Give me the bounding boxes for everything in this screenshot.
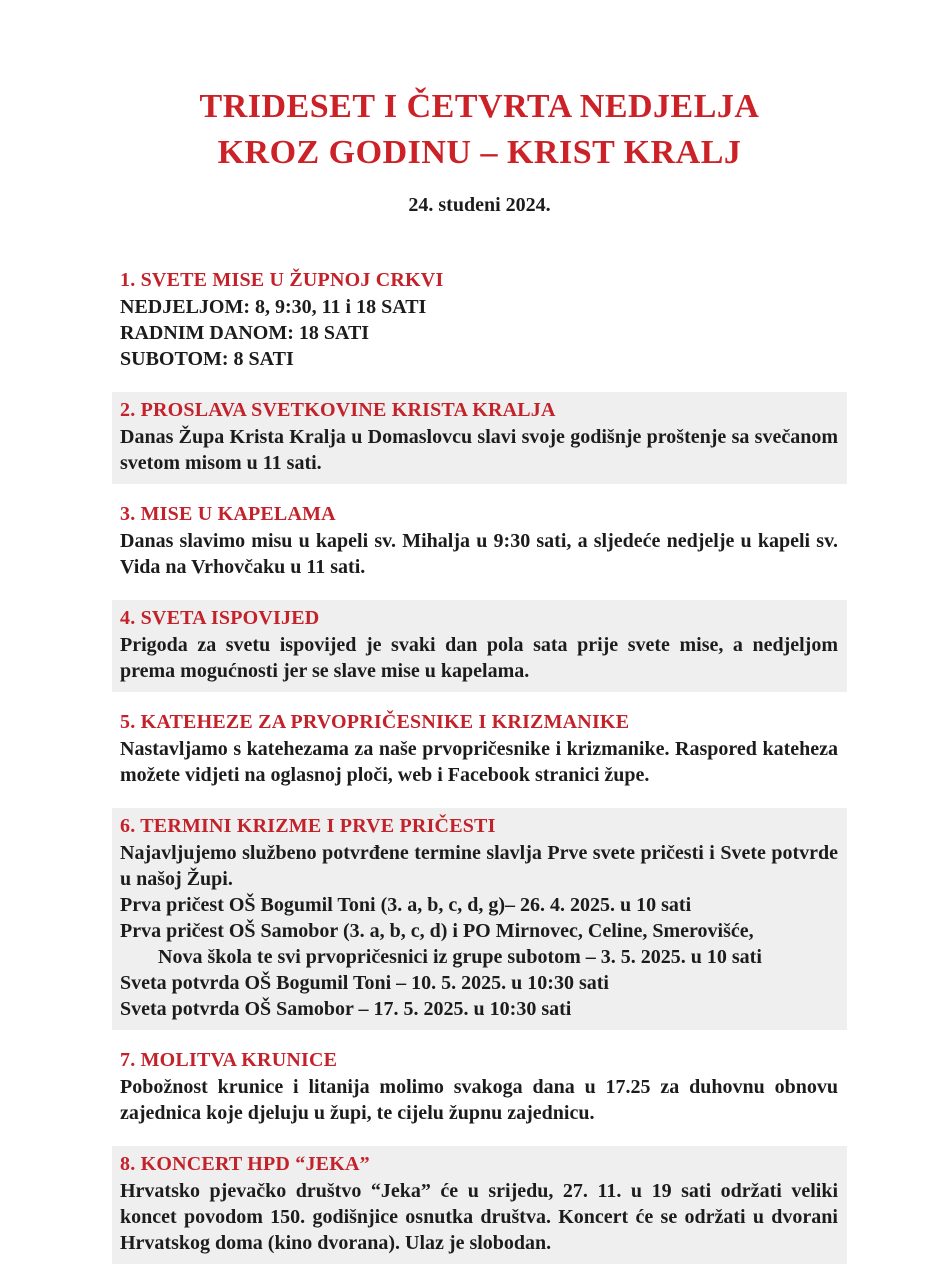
section-heading: 1. SVETE MISE U ŽUPNOJ CRKVI <box>120 269 444 291</box>
section-paragraph: Hrvatsko pjevačko društvo “Jeka” će u srijedu, 27. 11. u 19 sati održati veliki koncet povodom 150. godišnjice osnutka društva. Koncert će se održati u dvorani Hrvatskog doma (kino dvorana). Ulaz je slobodan. <box>120 1180 838 1254</box>
schedule-line: Sveta potvrda OŠ Bogumil Toni – 10. 5. 2025. u 10:30 sati <box>120 972 609 994</box>
schedule-line: Prva pričest OŠ Bogumil Toni (3. a, b, c, d, g)– 26. 4. 2025. u 10 sati <box>120 894 692 916</box>
section-heading: 2. PROSLAVA SVETKOVINE KRISTA KRALJA <box>120 399 556 421</box>
section-koncert-hpd-jeka <box>112 1146 847 1264</box>
schedule-line: Prva pričest OŠ Samobor (3. a, b, c, d) i PO Mirnovec, Celine, Smerovišće, <box>120 920 754 942</box>
section-sveta-ispovijed <box>112 600 847 692</box>
section-heading: 6. TERMINI KRIZME I PRVE PRIČESTI <box>120 815 496 837</box>
section-paragraph: Najavljujemo službeno potvrđene termine slavlja Prve svete pričesti i Svete potvrde u našoj Župi. <box>120 842 838 890</box>
section-kateheze <box>112 704 847 796</box>
section-heading: 8. KONCERT HPD “JEKA” <box>120 1153 370 1175</box>
document-title-line-2: KROZ GODINU – KRIST KRALJ <box>217 134 742 171</box>
section-mise-u-kapelama <box>112 496 847 588</box>
section-heading: 7. MOLITVA KRUNICE <box>120 1049 338 1071</box>
section-paragraph: Pobožnost krunice i litanija molimo svakoga dana u 17.25 za duhovnu obnovu zajednica koje djeluju u župi, te cijelu župnu zajednicu. <box>120 1076 838 1124</box>
schedule-line-continuation: Nova škola te svi prvopričesnici iz grupe subotom – 3. 5. 2025. u 10 sati <box>158 946 762 968</box>
section-paragraph: Danas slavimo misu u kapeli sv. Mihalja u 9:30 sati, a sljedeće nedjelje u kapeli sv. Vida na Vrhovčaku u 11 sati. <box>120 530 838 578</box>
mass-schedule-line: SUBOTOM: 8 SATI <box>120 348 294 370</box>
section-termini-krizme <box>112 808 847 1030</box>
section-paragraph: Danas Župa Krista Kralja u Domaslovcu slavi svoje godišnje proštenje sa svečanom svetom misom u 11 sati. <box>120 426 838 474</box>
section-paragraph: Prigoda za svetu ispovijed je svaki dan pola sata prije svete mise, a nedjeljom prema mogućnosti jer se slave mise u kapelama. <box>120 634 838 682</box>
section-svete-mise <box>112 262 847 380</box>
document-date: 24. studeni 2024. <box>408 194 551 216</box>
mass-schedule-line: NEDJELJOM: 8, 9:30, 11 i 18 SATI <box>120 296 427 318</box>
section-molitva-krunice <box>112 1042 847 1134</box>
section-heading: 3. MISE U KAPELAMA <box>120 503 336 525</box>
document-title-line-1: TRIDESET I ČETVRTA NEDJELJA <box>199 88 760 125</box>
schedule-line: Sveta potvrda OŠ Samobor – 17. 5. 2025. u 10:30 sati <box>120 998 572 1020</box>
section-heading: 4. SVETA ISPOVIJED <box>120 607 320 629</box>
section-proslava-svetkovine <box>112 392 847 484</box>
mass-schedule-line: RADNIM DANOM: 18 SATI <box>120 322 370 344</box>
section-heading: 5. KATEHEZE ZA PRVOPRIČESNIKE I KRIZMANIKE <box>120 711 630 733</box>
bulletin-content <box>112 262 847 1264</box>
document-title <box>112 84 847 176</box>
section-paragraph: Nastavljamo s katehezama za naše prvopričesnike i krizmanike. Raspored kateheza možete vidjeti na oglasnoj ploči, web i Facebook stranici župe. <box>120 738 838 786</box>
